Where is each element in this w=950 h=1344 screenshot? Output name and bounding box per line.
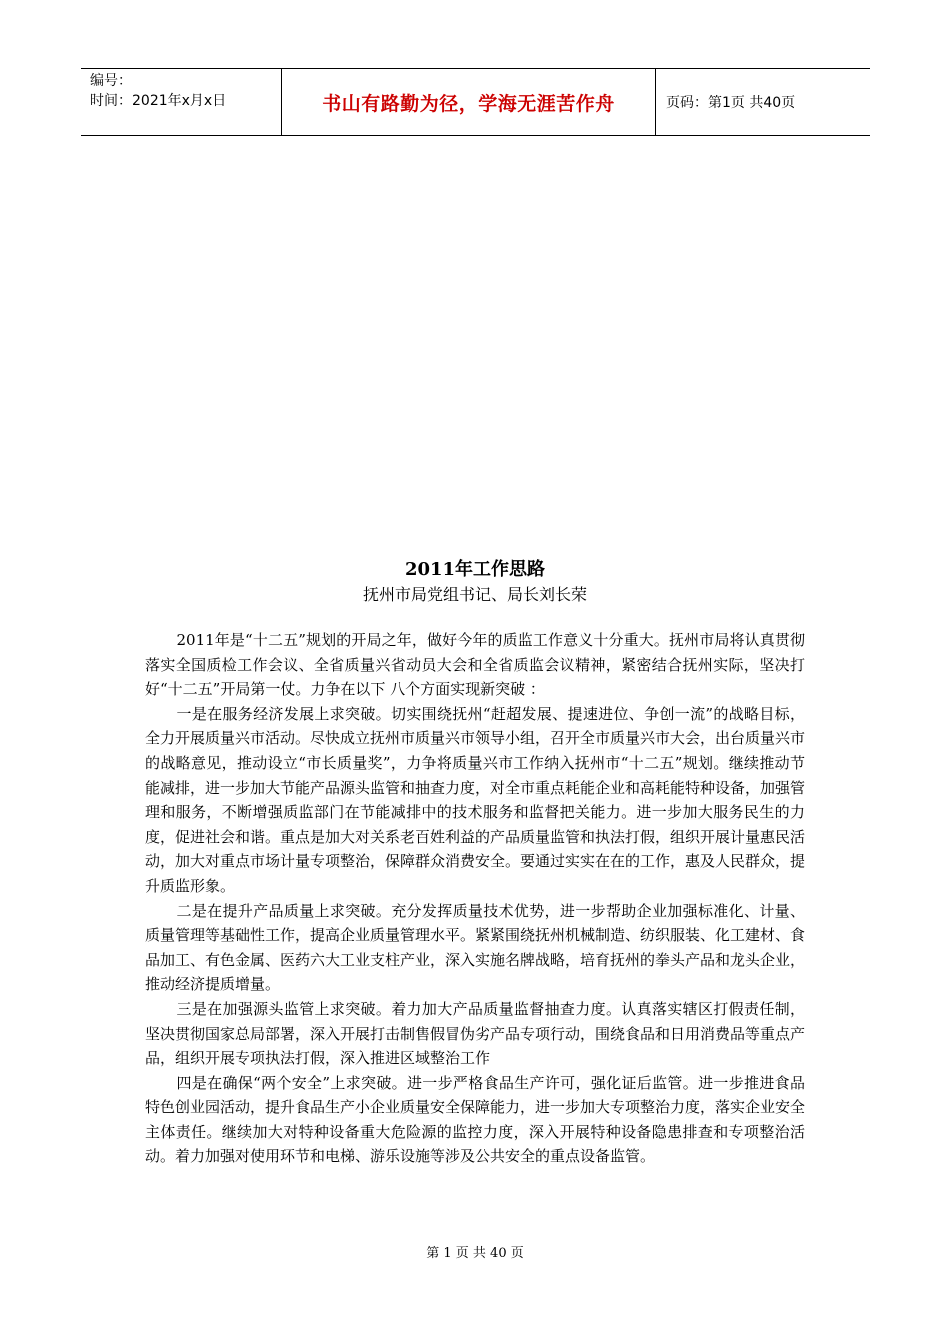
document-body: [145, 628, 805, 1169]
paragraph: 一是在服务经济发展上求突破。切实围绕抚州“赶超发展、提速进位、争创一流”的战略目标，全力开展质量兴市活动。尽快成立抚州市质量兴市领导小组，召开全市质量兴市大会，出台质量兴市的战略意见，推动设立“市长质量奖”，力争将质量兴市工作纳入抚州市“十二五”规划。继续推动节能减排，进一步加大节能产品源头监管和抽查力度，对全市重点耗能企业和高耗能特种设备，加强管理和服务，不断增强质监部门在节能减排中的技术服务和监督把关能力。进一步加大服务民生的力度，促进社会和谐。重点是加大对关系老百姓利益的产品质量监管和执法打假，组织开展计量惠民活动，加大对重点市场计量专项整治，保障群众消费安全。要通过实实在在的工作，惠及人民群众，提升质监形象。: [145, 704, 806, 895]
paragraph: 四是在确保“两个安全”上求突破。进一步严格食品生产许可，强化证后监管。进一步推进食品特色创业园活动，提升食品生产小企业质量安全保障能力，进一步加大专项整治力度，落实企业安全主体责任。继续加大对特种设备重大危险源的监控力度，深入开展特种设备隐患排查和专项整治活动。着力加强对使用环节和电梯、游乐设施等涉及公共安全的重点设备监管。: [145, 1073, 806, 1166]
document-header: [81, 68, 870, 136]
header-page-info: 页码：第1页 共40页: [666, 95, 796, 111]
page-footer: 第 1 页 共 40 页: [426, 1246, 524, 1261]
number-label: 编号：: [90, 73, 132, 89]
header-meta-cell: [81, 69, 282, 135]
document-subtitle: 抚州市局党组书记、局长刘长荣: [362, 585, 587, 604]
paragraph: 二是在提升产品质量上求突破。充分发挥质量技术优势，进一步帮助企业加强标准化、计量、质量管理等基础性工作，提高企业质量管理水平。紧紧围绕抚州机械制造、纺织服装、化工建材、食品加工、有色金属、医药六大工业支柱产业，深入实施名牌战略，培育抚州的拳头产品和龙头企业，推动经济提质增量。: [145, 901, 806, 994]
document-title: 2011年工作思路: [404, 559, 546, 580]
header-motto: 书山有路勤为径，学海无涯苦作舟: [282, 69, 656, 135]
paragraph: 三是在加强源头监管上求突破。着力加大产品质量监督抽查力度。认真落实辖区打假责任制，坚决贯彻国家总局部署，深入开展打击制售假冒伪劣产品专项行动，围绕食品和日用消费品等重点产品，组织开展专项执法打假，深入推进区域整治工作: [145, 999, 806, 1068]
time-label: 时间：2021年x月x日: [90, 93, 227, 109]
paragraph: 2011年是“十二五”规划的开局之年，做好今年的质监工作意义十分重大。抚州市局将认真贯彻落实全国质检工作会议、全省质量兴省动员大会和全省质监会议精神，紧密结合抚州实际，坚决打好“十二五”开局第一仗。力争在以下 八个方面实现新突破 ：: [145, 631, 805, 699]
